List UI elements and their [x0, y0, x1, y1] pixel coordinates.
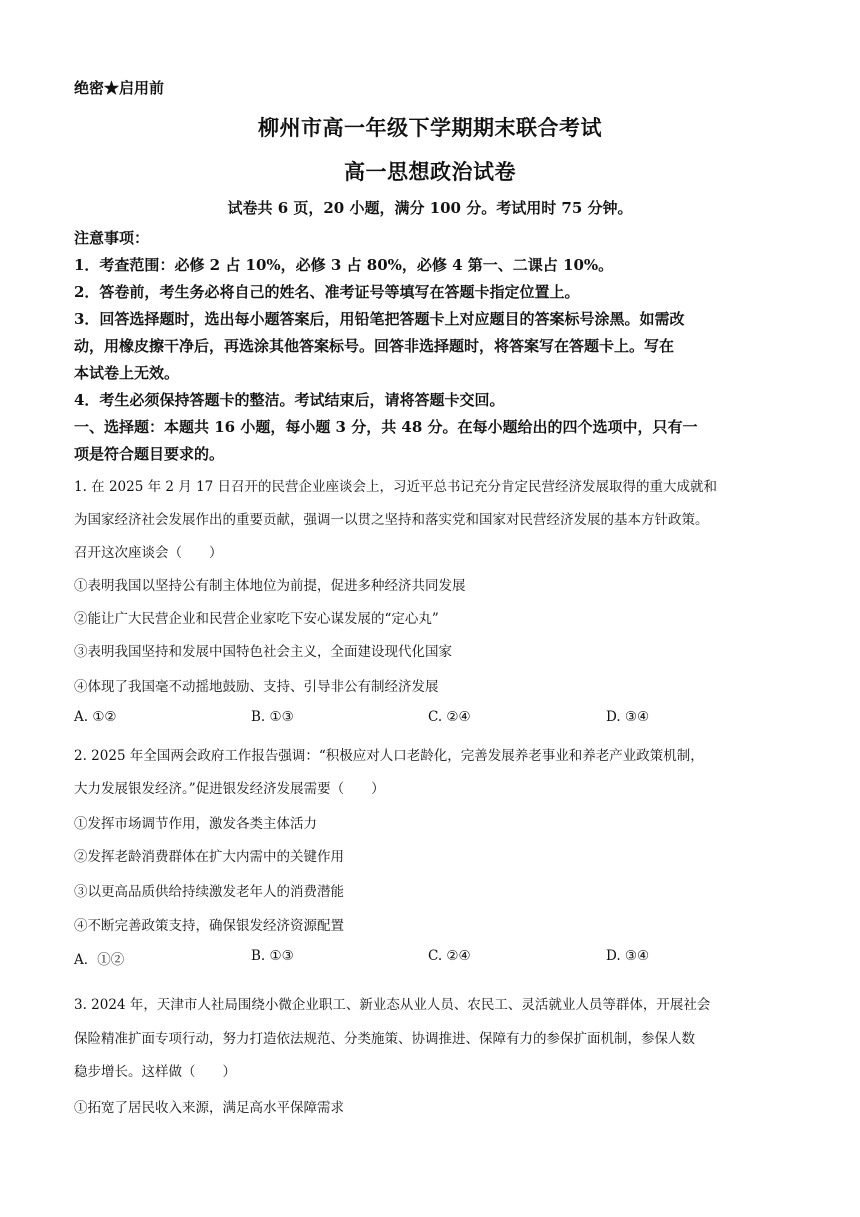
notes-heading: 注意事项：: [74, 229, 150, 247]
q2-option-d: D. ③④: [606, 948, 650, 964]
q3-stem: 保险精准扩面专项行动，努力打造依法规范、分类施策、协调推进、保障有力的参保扩面机制，参保人数: [74, 1031, 695, 1047]
q3-stem: 3. 2024 年，天津市人社局围绕小微企业职工、新业态从业人员、农民工、灵活就业人员等群体，开展社会: [74, 997, 711, 1013]
exam-info: 试卷共 6 页，20 小题，满分 100 分。考试用时 75 分钟。: [227, 199, 633, 217]
confidential-mark: 绝密★启用前: [74, 79, 165, 97]
q1-item: ②能让广大民营企业和民营企业家吃下安心谋发展的“定心丸”: [74, 611, 439, 627]
exam-title: 柳州市高一年级下学期期末联合考试: [258, 115, 602, 140]
q2-item: ④不断完善政策支持，确保银发经济资源配置: [74, 918, 344, 934]
q1-option-c: C. ②④: [428, 709, 471, 725]
exam-subject-title: 高一思想政治试卷: [344, 159, 516, 184]
q1-item: ③表明我国坚持和发展中国特色社会主义，全面建设现代化国家: [74, 644, 452, 660]
q1-item: ①表明我国以坚持公有制主体地位为前提，促进多种经济共同发展: [74, 578, 466, 594]
note-line: 1．考查范围：必修 2 占 10%，必修 3 占 80%，必修 4 第一、二课占 10%。: [74, 256, 614, 274]
note-line: 本试卷上无效。: [74, 364, 180, 382]
note-line: 4．考生必须保持答题卡的整洁。考试结束后，请将答题卡交回。: [74, 391, 505, 409]
q3-stem: 稳步增长。这样做（ ）: [74, 1064, 236, 1080]
q1-item: ④体现了我国毫不动摇地鼓励、支持、引导非公有制经济发展: [74, 679, 439, 695]
q1-option-b: B. ①③: [251, 709, 294, 725]
q2-item: ①发挥市场调节作用，激发各类主体活力: [74, 816, 317, 832]
q1-stem: 1. 在 2025 年 2 月 17 日召开的民营企业座谈会上，习近平总书记充分肯定民营经济发展取得的重大成就和: [74, 479, 718, 495]
q2-option-b: B. ①③: [251, 948, 294, 964]
note-line: 3．回答选择题时，选出每小题答案后，用铅笔把答题卡上对应题目的答案标号涂黑。如需改: [74, 310, 685, 328]
section-heading: 一、选择题：本题共 16 小题，每小题 3 分，共 48 分。在每小题给出的四个选项中，只有一: [74, 418, 698, 436]
q1-option-a: A. ①②: [74, 709, 117, 725]
q1-option-d: D. ③④: [606, 709, 650, 725]
q1-stem: 召开这次座谈会（ ）: [74, 545, 223, 561]
q2-stem: 2. 2025 年全国两会政府工作报告强调：“积极应对人口老龄化，完善发展养老事业和养老产业政策机制，: [74, 748, 704, 764]
q1-stem: 为国家经济社会发展作出的重要贡献，强调一以贯之坚持和落实党和国家对民营经济发展的基本方针政策。: [74, 512, 709, 528]
q3-item: ①拓宽了居民收入来源，满足高水平保障需求: [74, 1100, 344, 1116]
q2-option-c: C. ②④: [428, 948, 471, 964]
q2-stem: 大力发展银发经济。”促进银发经济发展需要（ ）: [74, 781, 385, 797]
section-heading-cont: 项是符合题目要求的。: [74, 445, 225, 463]
note-line: 2．答卷前，考生务必将自己的姓名、准考证号等填写在答题卡指定位置上。: [74, 283, 580, 301]
q2-item: ③以更高品质供给持续激发老年人的消费潜能: [74, 884, 344, 900]
q2-option-a: A．①②: [74, 952, 125, 968]
q2-item: ②发挥老龄消费群体在扩大内需中的关键作用: [74, 849, 344, 865]
note-line: 动，用橡皮擦干净后，再选涂其他答案标号。回答非选择题时，将答案写在答题卡上。写在: [74, 337, 675, 355]
